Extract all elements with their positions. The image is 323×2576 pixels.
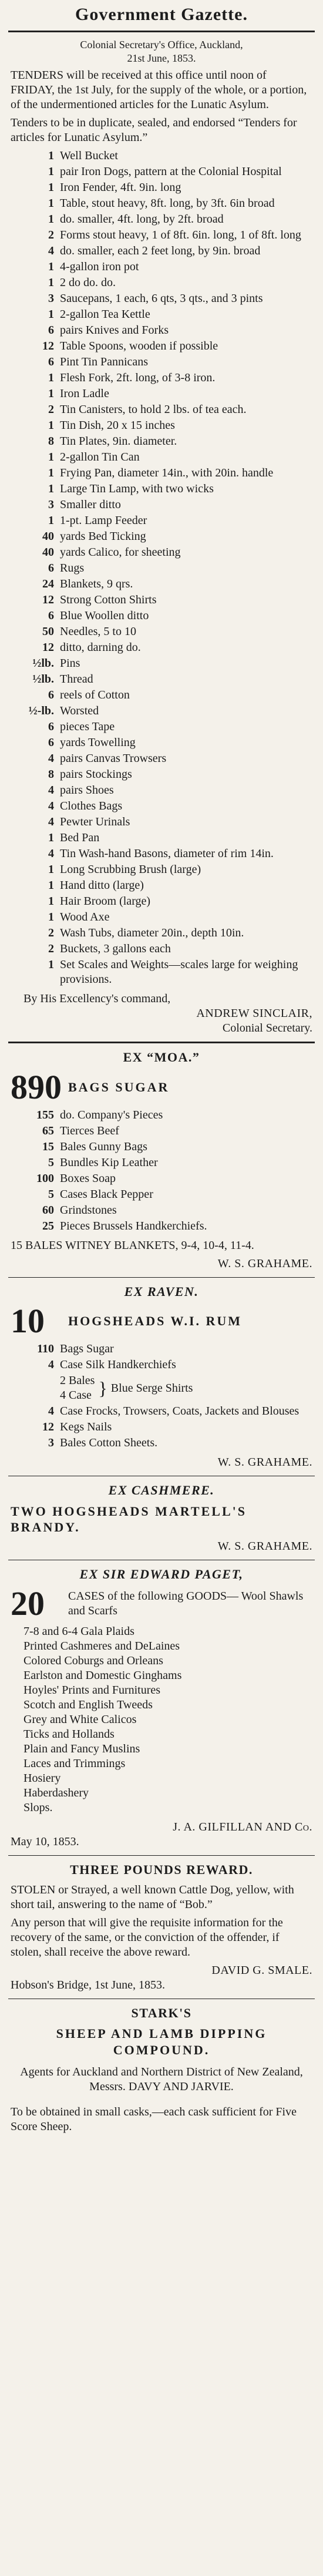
item-qty: 1: [48, 451, 54, 464]
item-desc: Boxes Soap: [60, 1171, 116, 1185]
item-desc: Tin Dish, 20 x 15 inches: [60, 419, 175, 432]
item-desc: Iron Fender, 4ft. 9in. long: [60, 181, 181, 194]
reward-head: THREE POUNDS REWARD.: [70, 1862, 253, 1877]
list-item: [11, 545, 312, 560]
list-item: [11, 656, 312, 671]
raven-signature: W. S. GRAHAME.: [217, 1456, 312, 1469]
item-qty: 4: [48, 815, 54, 828]
item-desc: Strong Cotton Shirts: [60, 593, 157, 606]
item-qty: 5: [48, 1156, 54, 1169]
item-desc: yards Bed Ticking: [60, 530, 146, 543]
item-desc: Blue Woollen ditto: [60, 609, 149, 622]
list-item: [11, 228, 312, 243]
item-desc: Thread: [60, 673, 93, 686]
tenders-notice: [0, 38, 323, 1036]
paget-signature: J. A. GILFILLAN AND Co.: [173, 1821, 312, 1833]
item-qty: 2: [48, 229, 54, 241]
item-qty: 6: [48, 688, 54, 701]
moa-list: [11, 1108, 312, 1234]
list-item: [11, 894, 312, 909]
item-desc: Buckets, 3 gallons each: [60, 942, 171, 955]
item-qty: 1: [48, 482, 54, 495]
list-item: [11, 513, 312, 528]
item-qty: 5: [48, 1187, 54, 1201]
list-item: Printed Cashmeres and DeLaines: [23, 1640, 180, 1653]
item-desc: reels of Cotton: [60, 688, 130, 701]
list-item: [11, 1108, 312, 1123]
item-qty: 1: [48, 276, 54, 289]
item-desc: Tin Canisters, to hold 2 lbs. of tea each.: [60, 403, 247, 416]
item-qty: 2: [48, 926, 54, 939]
item-qty: 100: [36, 1171, 54, 1185]
paget-big-number: 20: [11, 1584, 45, 1623]
paget-head: EX SIR EDWARD PAGET,: [79, 1566, 244, 1581]
list-item: [11, 1187, 312, 1202]
item-desc: Iron Ladle: [60, 387, 109, 400]
item-desc: Long Scrubbing Brush (large): [60, 863, 201, 876]
moa-head: EX “MOA.”: [123, 1050, 200, 1064]
item-qty: 1: [48, 181, 54, 194]
item-desc: do. smaller, each 2 feet long, by 9in. broad: [60, 244, 261, 257]
list-item: [11, 593, 312, 607]
item-qty: 6: [48, 609, 54, 622]
item-desc: yards Towelling: [60, 736, 136, 749]
list-item: [11, 735, 312, 750]
item-qty: 6: [48, 720, 54, 733]
list-item: [11, 434, 312, 449]
item-qty: 40: [42, 546, 54, 559]
item-qty: 1: [48, 165, 54, 178]
list-item: 110 Bags Sugar: [37, 1342, 114, 1355]
item-qty: 1: [48, 863, 54, 876]
item-desc: Flesh Fork, 2ft. long, of 3-8 iron.: [60, 371, 216, 384]
list-item: Colored Coburgs and Orleans: [23, 1654, 163, 1667]
tenders-date: 21st June, 1853.: [127, 52, 196, 64]
list-item: [11, 180, 312, 195]
list-item: [11, 1124, 312, 1138]
list-item: [11, 196, 312, 211]
list-item: [11, 751, 312, 766]
tenders-office: Colonial Secretary's Office, Auckland,: [80, 39, 243, 51]
item-desc: Saucepans, 1 each, 6 qts, 3 qts., and 3 pints: [60, 292, 263, 305]
stark-head: STARK'S: [131, 2005, 192, 2020]
raven-rule: [8, 1277, 315, 1278]
list-item: [11, 1373, 312, 1403]
item-desc: Pewter Urinals: [60, 815, 130, 828]
item-qty: 6: [48, 562, 54, 575]
item-desc: Cases Black Pepper: [60, 1187, 153, 1201]
list-item: [11, 1156, 312, 1170]
list-item: [11, 260, 312, 274]
item-desc: do. Company's Pieces: [60, 1108, 163, 1121]
raven-brace-group: 2 Bales 4 Case } Blue Serge Shirts: [60, 1374, 193, 1402]
masthead-rule: [8, 31, 315, 32]
masthead: Government Gazette.: [75, 5, 248, 24]
item-desc: Bales Gunny Bags: [60, 1140, 147, 1153]
list-item: [11, 926, 312, 941]
raven-brace-label: Blue Serge Shirts: [110, 1381, 193, 1395]
item-desc: do. smaller, 4ft. long, by 2ft. broad: [60, 213, 224, 226]
list-item: [11, 688, 312, 703]
item-desc: Well Bucket: [60, 149, 118, 162]
raven-advert: [0, 1284, 323, 1470]
item-desc: Tierces Beef: [60, 1124, 119, 1137]
list-item: [11, 212, 312, 227]
list-item: [11, 276, 312, 290]
item-desc: pairs Shoes: [60, 784, 114, 797]
list-item: [11, 418, 312, 433]
item-desc: Wash Tubs, diameter 20in., depth 10in.: [60, 926, 244, 939]
list-item: 12 Kegs Nails: [42, 1420, 112, 1433]
tenders-list: [11, 149, 312, 987]
raven-list: [11, 1342, 312, 1450]
list-item: [11, 799, 312, 814]
item-qty: 4: [48, 847, 54, 860]
item-qty: 1: [48, 514, 54, 527]
item-qty: 4: [48, 800, 54, 812]
list-item: [11, 720, 312, 734]
item-desc: pairs Stockings: [60, 768, 132, 781]
item-desc: yards Calico, for sheeting: [60, 546, 181, 559]
list-item: [11, 942, 312, 956]
item-qty: 1: [48, 213, 54, 226]
raven-big-row: [11, 1304, 312, 1338]
tenders-signatory: ANDREW SINCLAIR,: [196, 1007, 312, 1020]
item-desc: pairs Knives and Forks: [60, 324, 169, 337]
list-item: [11, 577, 312, 592]
moa-big-text: BAGS SUGAR: [68, 1079, 170, 1094]
item-desc: Hair Broom (large): [60, 895, 151, 908]
list-item: [11, 1140, 312, 1154]
paget-intro: CASES of the following GOODS— Wool Shawls and Scarfs: [68, 1590, 304, 1617]
item-desc: pieces Tape: [60, 720, 115, 733]
moa-advert: [0, 1049, 323, 1271]
item-desc: 2-gallon Tea Kettle: [60, 308, 150, 321]
item-qty: 4: [48, 752, 54, 765]
item-qty: 1: [48, 958, 54, 971]
list-item: [11, 767, 312, 782]
item-desc: Frying Pan, diameter 14in., with 20in. handle: [60, 466, 274, 479]
list-item: Ticks and Hollands: [23, 1728, 115, 1741]
item-desc: Bundles Kip Leather: [60, 1156, 158, 1169]
moa-big-row: [11, 1067, 312, 1106]
stark-agents: Agents for Auckland and Northern District of New Zealand,: [20, 2065, 303, 2078]
paget-list: [11, 1624, 312, 1815]
item-qty: 1: [48, 895, 54, 908]
item-qty: 25: [42, 1219, 54, 1232]
moa-big-number: 890: [11, 1067, 62, 1106]
item-qty: 3: [48, 292, 54, 305]
list-item: [11, 704, 312, 718]
list-item: Plain and Fancy Muslins: [23, 1742, 140, 1755]
tenders-intro: TENDERS will be received at this office until noon of FRIDAY, the 1st July, for the supply of the whole, or a portion, of the undermentioned articles for the Lunatic Asylum.: [11, 69, 307, 111]
item-qty: 15: [42, 1140, 54, 1153]
list-item: [11, 307, 312, 322]
moa-blankets: 15 BALES WITNEY BLANKETS, 9-4, 10-4, 11-4.: [11, 1238, 254, 1252]
list-item: [11, 387, 312, 401]
list-item: [11, 672, 312, 687]
item-qty: 3: [48, 498, 54, 511]
item-qty: 40: [42, 530, 54, 543]
item-qty: 1: [48, 371, 54, 384]
item-desc: pair Iron Dogs, pattern at the Colonial Hospital: [60, 165, 282, 178]
list-item: [11, 291, 312, 306]
item-desc: 2 do do. do.: [60, 276, 116, 289]
item-desc: Tin Plates, 9in. diameter.: [60, 435, 177, 448]
reward-text-2: Any person that will give the requisite information for the recovery of the same, or the conviction of the offender, if stolen, shall receive the above reward.: [11, 1916, 283, 1959]
item-qty: 6: [48, 736, 54, 749]
stark-subhead: SHEEP AND LAMB DIPPING COMPOUND.: [56, 2026, 267, 2057]
list-item: [11, 482, 312, 496]
list-item: Earlston and Domestic Ginghams: [23, 1669, 182, 1682]
reward-text: STOLEN or Strayed, a well known Cattle Dog, yellow, with short tail, answering to the name of “Bob.”: [11, 1883, 294, 1911]
list-item: [11, 402, 312, 417]
item-desc: Wood Axe: [60, 911, 110, 923]
list-item: [11, 450, 312, 465]
list-item: [11, 815, 312, 829]
item-desc: Pieces Brussels Handkerchiefs.: [60, 1219, 207, 1232]
list-item: [11, 847, 312, 861]
item-desc: Large Tin Lamp, with two wicks: [60, 482, 214, 495]
item-desc: 4-gallon iron pot: [60, 260, 139, 273]
list-item: [11, 1219, 312, 1234]
item-desc: pairs Canvas Trowsers: [60, 752, 167, 765]
list-item: Scotch and English Tweeds: [23, 1698, 153, 1711]
list-item: [11, 958, 312, 987]
item-qty: 12: [42, 593, 54, 606]
item-qty: 2: [48, 403, 54, 416]
cashmere-head: EX CASHMERE.: [108, 1483, 215, 1497]
raven-big-number: 10: [11, 1302, 45, 1340]
list-item: 7-8 and 6-4 Gala Plaids: [23, 1625, 134, 1638]
item-desc: Bed Pan: [60, 831, 100, 844]
list-item: Slops.: [23, 1801, 53, 1814]
item-qty: 6: [48, 324, 54, 337]
list-item: [11, 529, 312, 544]
brace-icon: }: [98, 1377, 107, 1399]
list-item: [11, 244, 312, 258]
list-item: [11, 498, 312, 512]
list-item: [11, 339, 312, 354]
item-qty: ½-lb.: [28, 704, 54, 717]
item-qty: 1: [48, 149, 54, 162]
item-qty: 2: [48, 942, 54, 955]
item-desc: Grindstones: [60, 1203, 117, 1217]
list-item: 4 Case Silk Handkerchiefs: [48, 1358, 176, 1371]
reward-place-date: Hobson's Bridge, 1st June, 1853.: [11, 1978, 166, 1991]
paget-advert: [0, 1566, 323, 1850]
raven-head: EX RAVEN.: [124, 1284, 199, 1299]
item-qty: 50: [42, 625, 54, 638]
moa-rule: [8, 1042, 315, 1043]
item-qty: 1: [48, 260, 54, 273]
item-qty: ½lb.: [32, 657, 54, 670]
item-desc: Blankets, 9 qrs.: [60, 577, 133, 590]
list-item: 3 Bales Cotton Sheets.: [48, 1436, 158, 1449]
item-desc: Pint Tin Pannicans: [60, 355, 149, 368]
list-item: [11, 149, 312, 163]
list-item: [11, 783, 312, 798]
raven-big-text: HOGSHEADS W.I. RUM: [68, 1314, 243, 1329]
item-desc: Table Spoons, wooden if possible: [60, 340, 218, 352]
moa-signature: W. S. GRAHAME.: [217, 1257, 312, 1270]
reward-signature: DAVID G. SMALE.: [211, 1963, 312, 1977]
item-qty: 1: [48, 419, 54, 432]
item-qty: 1: [48, 466, 54, 479]
list-item: [11, 1171, 312, 1186]
list-item: [11, 624, 312, 639]
item-qty: 24: [42, 577, 54, 590]
item-desc: Clothes Bags: [60, 800, 123, 812]
item-qty: 1: [48, 831, 54, 844]
item-qty: 155: [36, 1108, 54, 1121]
list-item: 4 Case Frocks, Trowsers, Coats, Jackets and Blouses: [48, 1405, 300, 1418]
list-item: [11, 1203, 312, 1218]
tenders-command: By His Excellency's command,: [23, 992, 171, 1005]
list-item: [11, 609, 312, 623]
item-desc: 1-pt. Lamp Feeder: [60, 514, 147, 527]
item-desc: 2-gallon Tin Can: [60, 451, 140, 464]
list-item: [11, 355, 312, 370]
item-qty: 8: [48, 435, 54, 448]
item-qty: 1: [48, 387, 54, 400]
item-qty: 1: [48, 197, 54, 210]
stark-note: To be obtained in small casks,—each cask sufficient for Five Score Sheep.: [11, 2105, 297, 2133]
item-desc: Set Scales and Weights—scales large for weighing provisions.: [60, 958, 298, 986]
list-item: Hosiery: [23, 1772, 61, 1785]
item-qty: 8: [48, 768, 54, 781]
item-desc: Pins: [60, 657, 80, 670]
stark-names: Messrs. DAVY AND JARVIE.: [89, 2080, 234, 2093]
paget-big-row: [11, 1584, 312, 1623]
item-desc: Forms stout heavy, 1 of 8ft. 6in. long, 1 of 8ft. long: [60, 229, 301, 241]
tenders-signatory-title: Colonial Secretary.: [222, 1022, 312, 1035]
item-desc: Worsted: [60, 704, 99, 717]
item-desc: Hand ditto (large): [60, 879, 144, 892]
item-qty: 12: [42, 340, 54, 352]
cashmere-text: TWO HOGSHEADS MARTELL'S BRANDY.: [11, 1503, 247, 1534]
stark-advert: [0, 2005, 323, 2135]
reward-rule: [8, 1855, 315, 1856]
list-item: [11, 878, 312, 893]
item-qty: 60: [42, 1203, 54, 1217]
item-desc: Table, stout heavy, 8ft. long, by 3ft. 6in broad: [60, 197, 275, 210]
item-qty: 1: [48, 911, 54, 923]
item-qty: 1: [48, 879, 54, 892]
item-qty: 12: [42, 641, 54, 654]
list-item: Grey and White Calicos: [23, 1713, 137, 1726]
item-qty: 4: [48, 784, 54, 797]
item-qty: 65: [42, 1124, 54, 1137]
item-desc: Needles, 5 to 10: [60, 625, 136, 638]
list-item: Haberdashery: [23, 1786, 89, 1799]
list-item: Laces and Trimmings: [23, 1757, 126, 1770]
list-item: [11, 371, 312, 385]
list-item: Hoyles' Prints and Furnitures: [23, 1684, 161, 1697]
item-desc: Smaller ditto: [60, 498, 121, 511]
item-desc: Rugs: [60, 562, 85, 575]
item-qty: 4: [48, 244, 54, 257]
list-item: [11, 862, 312, 877]
list-item: [11, 831, 312, 845]
list-item: [11, 910, 312, 925]
list-item: [11, 164, 312, 179]
item-qty: 1: [48, 308, 54, 321]
cashmere-advert: [0, 1482, 323, 1554]
list-item: [11, 561, 312, 576]
list-item: [11, 466, 312, 481]
item-desc: Tin Wash-hand Basons, diameter of rim 14in.: [60, 847, 274, 860]
item-qty: ½lb.: [32, 673, 54, 686]
cashmere-signature: W. S. GRAHAME.: [217, 1539, 312, 1553]
list-item: [11, 640, 312, 655]
reward-advert: [0, 1862, 323, 1993]
item-qty: 6: [48, 355, 54, 368]
list-item: [11, 323, 312, 338]
tenders-duplicate: Tenders to be in duplicate, sealed, and endorsed “Tenders for articles for Lunatic Asylum.”: [11, 116, 297, 144]
item-desc: ditto, darning do.: [60, 641, 141, 654]
paget-date: May 10, 1853.: [11, 1835, 79, 1848]
